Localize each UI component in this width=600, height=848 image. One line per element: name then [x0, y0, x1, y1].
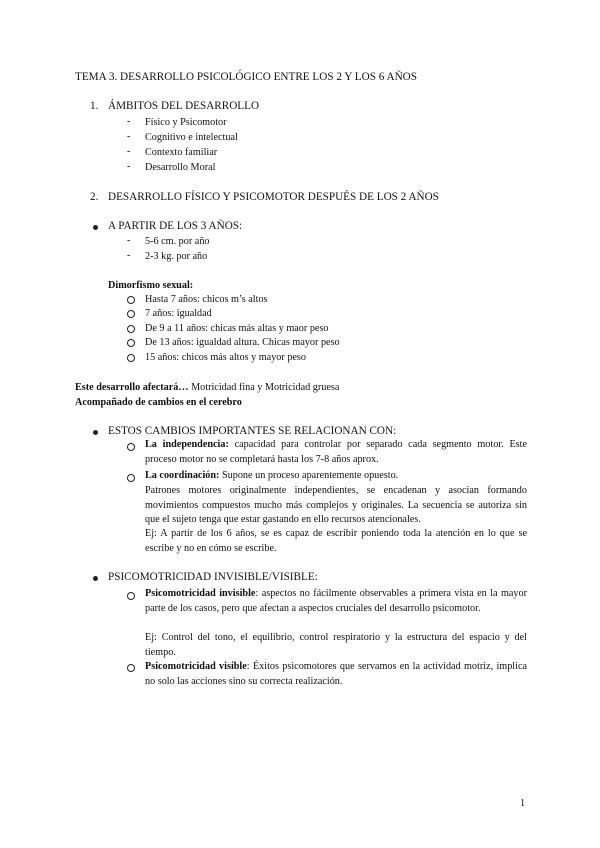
- dash-bullet: -: [127, 146, 131, 157]
- list-item: 5-6 cm. por año: [145, 236, 210, 247]
- coordinacion-paragraph-2: Patrones motores originalmente independientes, se encadenan y asocian formando movimientos compuestos mucho más complejos y originales. La secuencia se autoriza sin que el sujeto tenga que estar gastando en ello recursos atencionales.: [145, 485, 527, 525]
- cerebro-note: Acompañado de cambios en el cerebro: [75, 397, 242, 408]
- list-item: 7 años: igualdad: [145, 308, 212, 319]
- section-2-heading: DESARROLLO FÍSICO Y PSICOMOTOR DESPUÉS DE LOS 2 AÑOS: [108, 191, 439, 203]
- coordinacion-text: Supone un proceso aparentemente opuesto.: [219, 470, 399, 481]
- cambios-heading: ESTOS CAMBIOS IMPORTANTES SE RELACIONAN CON:: [108, 425, 397, 437]
- psico-heading: PSICOMOTRICIDAD INVISIBLE/VISIBLE:: [108, 571, 318, 583]
- circle-bullet-icon: [127, 354, 135, 362]
- coordinacion-paragraph: [145, 469, 527, 484]
- age3-heading: A PARTIR DE LOS 3 AÑOS:: [108, 220, 243, 232]
- invisible-label: Psicomotricidad invisible: [145, 588, 256, 599]
- dimorfismo-heading: Dimorfismo sexual:: [108, 280, 194, 291]
- bullet-dot-icon: [93, 225, 98, 230]
- independencia-label: La independencia:: [145, 439, 229, 450]
- circle-bullet-icon: [127, 296, 135, 304]
- desarrollo-note-text: Motricidad fina y Motricidad gruesa: [188, 382, 340, 393]
- circle-bullet-icon: [127, 474, 135, 482]
- list-item: Físico y Psicomotor: [145, 117, 227, 128]
- list-item: Hasta 7 años: chicos m’s altos: [145, 294, 268, 305]
- dash-bullet: -: [127, 250, 131, 261]
- coordinacion-example: Ej: A partir de los 6 años, se es capaz de escribir poniendo toda la atención en lo que se escribe y no en cómo se escribe.: [145, 528, 527, 554]
- bullet-dot-icon: [93, 576, 98, 581]
- list-item: 2-3 kg. por año: [145, 251, 208, 262]
- list-item: De 13 años: igualdad altura. Chicas mayor peso: [145, 337, 340, 348]
- dash-bullet: -: [127, 131, 131, 142]
- list-item: Desarrollo Moral: [145, 162, 216, 173]
- independencia-paragraph: [145, 438, 527, 467]
- list-item: 15 años: chicos más altos y mayor peso: [145, 352, 306, 363]
- coordinacion-label: La coordinación:: [145, 470, 220, 481]
- visible-paragraph: [145, 659, 527, 689]
- visible-label: Psicomotricidad visible: [145, 661, 247, 672]
- circle-bullet-icon: [127, 664, 135, 672]
- bullet-dot-icon: [93, 430, 98, 435]
- section-1-heading: ÁMBITOS DEL DESARROLLO: [108, 100, 260, 112]
- section-2-number: 2.: [90, 191, 99, 203]
- invisible-text: : aspectos no fácilmente observables a primera vista en la mayor parte de los casos, pero que afectan a aspectos cruciales del desarrollo psicomotor.: [145, 588, 527, 614]
- document-title: TEMA 3. DESARROLLO PSICOLÓGICO ENTRE LOS 2 Y LOS 6 AÑOS: [75, 71, 417, 83]
- list-item: Cognitivo e intelectual: [145, 132, 238, 143]
- dash-bullet: -: [127, 116, 131, 127]
- invisible-example: Ej: Control del tono, el equilibrio, control respiratorio y la estructura del espacio y del tiempo.: [145, 632, 527, 658]
- page-number: 1: [520, 798, 526, 809]
- list-item: De 9 a 11 años: chicas más altas y maor peso: [145, 323, 329, 334]
- desarrollo-note-bold: Este desarrollo afectará…: [75, 382, 189, 393]
- desarrollo-note: [75, 381, 339, 394]
- circle-bullet-icon: [127, 443, 135, 451]
- invisible-paragraph: [145, 586, 527, 616]
- circle-bullet-icon: [127, 592, 135, 600]
- list-item: Contexto familiar: [145, 147, 218, 158]
- circle-bullet-icon: [127, 325, 135, 333]
- circle-bullet-icon: [127, 339, 135, 347]
- visible-text: : Éxitos psicomotores que servamos en la actividad motriz, implica no solo las acciones sino su correcta realización.: [145, 661, 527, 687]
- dash-bullet: -: [127, 161, 131, 172]
- independencia-text: capacidad para controlar por separado cada segmento motor. Este proceso motor no se completará hasta los 7-8 años aprox.: [145, 439, 527, 465]
- dash-bullet: -: [127, 235, 131, 246]
- section-1-number: 1.: [90, 100, 99, 112]
- circle-bullet-icon: [127, 310, 135, 318]
